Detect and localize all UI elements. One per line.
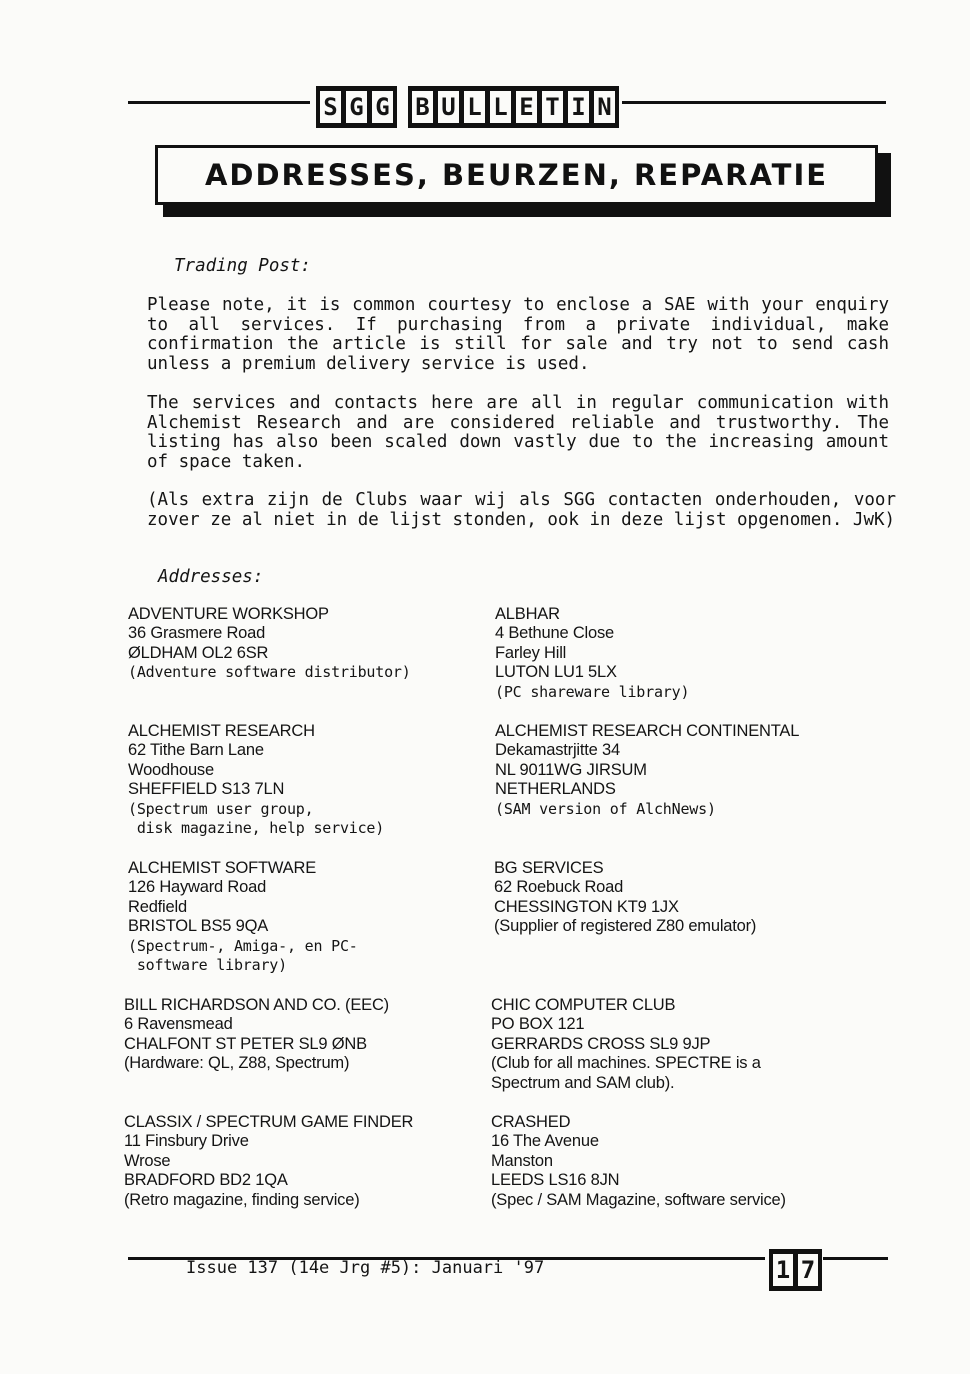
address-entry	[128, 722, 384, 838]
entry-line: CHALFONT ST PETER SL9 ØNB	[124, 1034, 367, 1053]
logo-word-sgg	[316, 86, 394, 136]
logo-letter	[538, 86, 567, 128]
entry-line: NETHERLANDS	[495, 780, 616, 799]
entry-note: disk magazine, help service)	[128, 819, 385, 838]
logo-letter	[590, 86, 619, 128]
entry-note: (SAM version of AlchNews)	[495, 799, 716, 818]
entry-line: (Retro magazine, finding service)	[124, 1190, 360, 1209]
entry-line: 6 Ravensmead	[124, 1015, 233, 1034]
page-number	[765, 1249, 823, 1291]
logo-letter-text: G	[344, 89, 368, 125]
address-entry	[495, 605, 689, 702]
address-entry	[128, 605, 411, 683]
entry-line: LUTON LU1 5LX	[495, 663, 617, 682]
entry-line: BRADFORD BD2 1QA	[124, 1171, 288, 1190]
entry-note: (PC shareware library)	[495, 682, 690, 701]
page-digit-text: 1	[771, 1252, 795, 1288]
title-box	[155, 145, 878, 205]
entry-line: Wrose	[124, 1151, 171, 1170]
entry-line: 11 Finsbury Drive	[124, 1132, 249, 1151]
entry-note: (Adventure software distributor)	[128, 663, 411, 682]
entry-line: (Supplier of registered Z80 emulator)	[494, 917, 757, 936]
logo-letter-text: U	[436, 89, 460, 125]
entry-note: software library)	[128, 956, 287, 975]
entry-line: Manston	[491, 1151, 553, 1170]
entry-name: ALCHEMIST SOFTWARE	[128, 859, 317, 877]
logo-letter	[408, 86, 437, 128]
logo-letter-text: N	[592, 89, 616, 125]
logo-letter	[512, 86, 541, 128]
entry-line: Farley Hill	[495, 643, 567, 662]
entry-name: CLASSIX / SPECTRUM GAME FINDER	[124, 1113, 414, 1131]
entry-name: ALCHEMIST RESEARCH CONTINENTAL	[495, 722, 800, 740]
entry-name: ALCHEMIST RESEARCH	[128, 722, 315, 740]
entry-name: ALBHAR	[495, 605, 560, 623]
entry-line: (Hardware: QL, Z88, Spectrum)	[124, 1054, 350, 1073]
intro-paragraph-1: Please note, it is common courtesy to enclose a SAE with your enquiry to all services. If purchasing from a private individual, make confirmation the article is still for sale and try not to send cash unless a premium delivery service is used.	[147, 295, 889, 374]
entry-line: LEEDS LS16 8JN	[491, 1171, 620, 1190]
entry-name: BG SERVICES	[494, 859, 604, 877]
page-digit-text: 7	[796, 1252, 820, 1288]
entry-name: ADVENTURE WORKSHOP	[128, 605, 329, 623]
entry-line: (Club for all machines. SPECTRE is a	[491, 1054, 761, 1073]
entry-line: Spectrum and SAM club).	[491, 1073, 675, 1092]
entry-line: BRISTOL BS5 9QA	[128, 917, 269, 936]
address-entry	[491, 996, 761, 1093]
logo-letter-text: L	[488, 89, 512, 125]
bulletin-logo	[310, 86, 622, 136]
logo-letter-text: G	[370, 89, 394, 125]
logo-letter-text: S	[318, 89, 342, 125]
logo-letter-text: L	[462, 89, 486, 125]
page-digit	[769, 1249, 797, 1291]
entry-line: Redfield	[128, 897, 187, 916]
entry-line: PO BOX 121	[491, 1015, 585, 1034]
address-entry	[128, 859, 358, 975]
trading-post-heading: Trading Post:	[174, 256, 311, 276]
page-title: ADDRESSES, BEURZEN, REPARATIE	[204, 158, 829, 192]
logo-letter-text: E	[514, 89, 538, 125]
entry-line: CHESSINGTON KT9 1JX	[494, 897, 679, 916]
logo-letter	[434, 86, 463, 128]
logo-letter	[460, 86, 489, 128]
entry-line: 4 Bethune Close	[495, 624, 615, 643]
address-entry	[124, 996, 389, 1074]
address-entry	[495, 722, 799, 819]
entry-line: NL 9011WG JIRSUM	[495, 760, 647, 779]
entry-line: 16 The Avenue	[491, 1132, 599, 1151]
logo-letter	[316, 86, 345, 128]
entry-name: CRASHED	[491, 1113, 571, 1131]
logo-letter	[564, 86, 593, 128]
entry-line: 126 Hayward Road	[128, 878, 267, 897]
page-digit	[794, 1249, 822, 1291]
entry-note: (Spectrum user group,	[128, 799, 314, 818]
entry-line: Woodhouse	[128, 760, 214, 779]
logo-letter	[368, 86, 397, 128]
entry-name: CHIC COMPUTER CLUB	[491, 996, 676, 1014]
logo-word-bulletin	[408, 86, 616, 136]
entry-note: (Spectrum-, Amiga-, en PC-	[128, 936, 358, 955]
entry-line: Dekamastrjitte 34	[495, 741, 620, 760]
logo-letter-text: T	[540, 89, 564, 125]
issue-line: Issue 137 (14e Jrg #5): Januari '97	[186, 1258, 545, 1278]
logo-letter-text: I	[566, 89, 590, 125]
entry-line: ØLDHAM OL2 6SR	[128, 643, 269, 662]
address-entry	[491, 1113, 786, 1210]
intro-paragraph-2: The services and contacts here are all in regular communication with Alchemist Research and are considered reliable and trustworthy. The listing has also been scaled down vastly due to the increasing amount of space taken.	[147, 393, 889, 472]
address-entry	[124, 1113, 413, 1210]
entry-line: 62 Tithe Barn Lane	[128, 741, 264, 760]
addresses-heading: Addresses:	[158, 567, 264, 587]
entry-line: GERRARDS CROSS SL9 9JP	[491, 1034, 711, 1053]
address-entry	[494, 859, 756, 937]
logo-letter-text: B	[410, 89, 434, 125]
logo-letter	[342, 86, 371, 128]
entry-line: 36 Grasmere Road	[128, 624, 266, 643]
intro-paragraph-3: (Als extra zijn de Clubs waar wij als SGG contacten onderhouden, voor zover ze al niet in de lijst stonden, ook in deze lijst opgenomen. JwK)	[147, 490, 896, 530]
entry-line: SHEFFIELD S13 7LN	[128, 780, 285, 799]
entry-name: BILL RICHARDSON AND CO. (EEC)	[124, 996, 389, 1014]
entry-line: (Spec / SAM Magazine, software service)	[491, 1190, 786, 1209]
logo-letter	[486, 86, 515, 128]
entry-line: 62 Roebuck Road	[494, 878, 624, 897]
